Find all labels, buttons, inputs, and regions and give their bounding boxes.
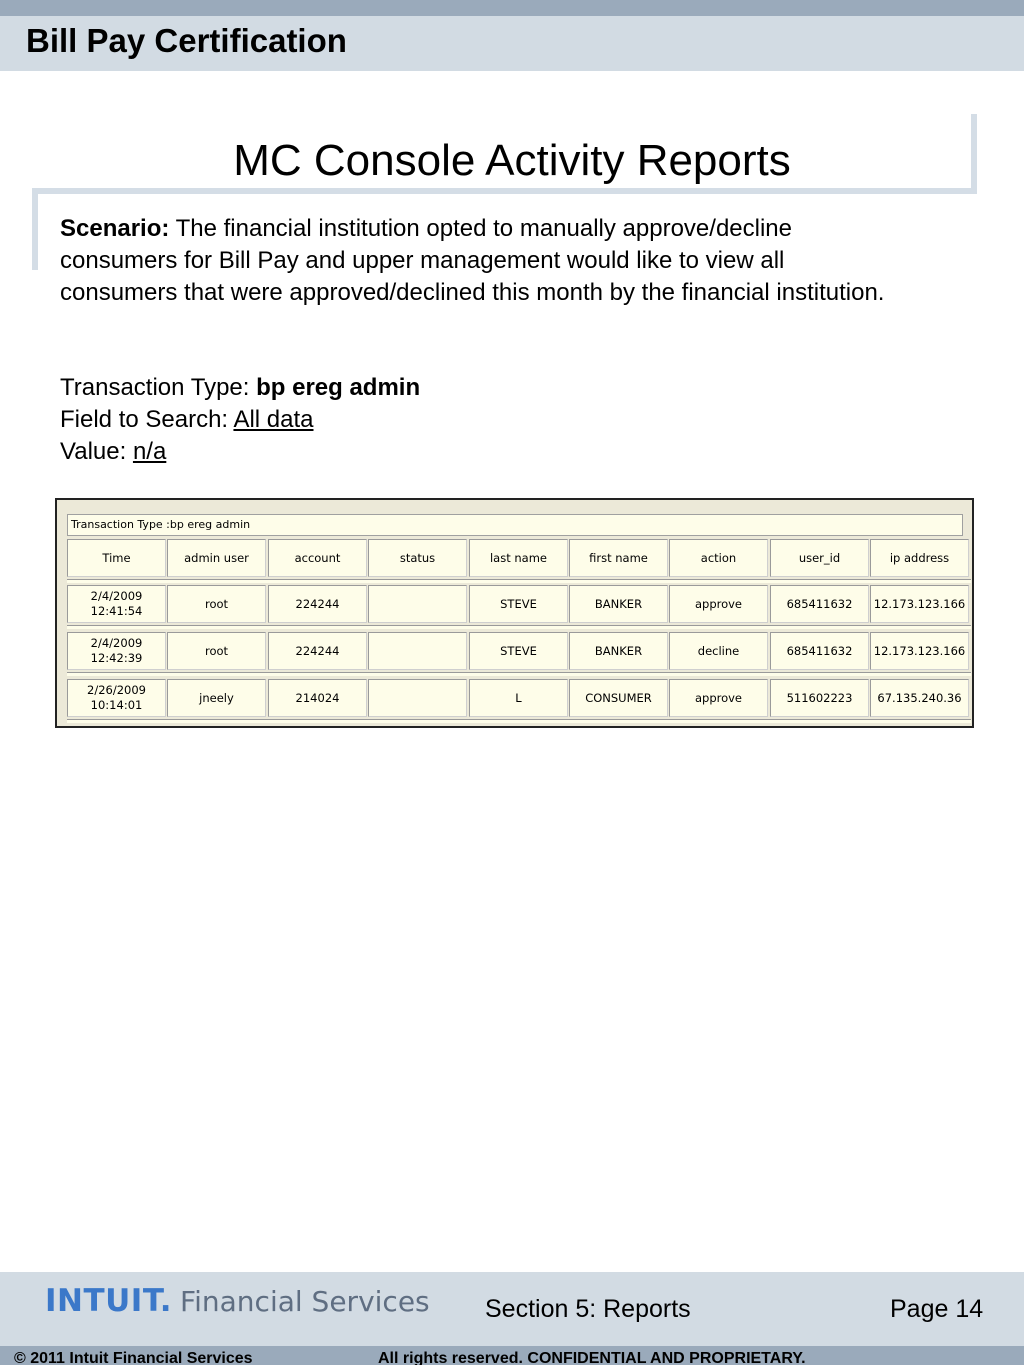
row-separator — [67, 579, 971, 583]
field-to-search-value: All data — [233, 406, 314, 433]
cell-time: 2/4/2009 12:42:39 — [67, 632, 166, 670]
cell-time: 2/26/2009 10:14:01 — [67, 679, 166, 717]
cell-ip-address: 12.173.123.166 — [870, 585, 969, 623]
table-row — [67, 585, 971, 629]
cell-status — [368, 632, 467, 670]
report-caption: Transaction Type :bp ereg admin — [67, 514, 963, 536]
cell-admin-user: jneely — [167, 679, 266, 717]
cell-user-id: 685411632 — [770, 585, 869, 623]
cell-action: approve — [669, 585, 768, 623]
cell-last-name: STEVE — [469, 632, 568, 670]
cell-action: decline — [669, 632, 768, 670]
column-header-admin-user: admin user — [167, 539, 266, 577]
logo-wordmark: INTUIT. — [45, 1283, 173, 1319]
copyright-notice: © 2011 Intuit Financial Services — [14, 1350, 253, 1365]
column-header-time: Time — [67, 539, 166, 577]
column-header-ip-address: ip address — [870, 539, 969, 577]
page-number: Page 14 — [890, 1295, 984, 1323]
cell-action: approve — [669, 679, 768, 717]
cell-admin-user: root — [167, 632, 266, 670]
field-to-search-line — [60, 404, 420, 436]
header-top-strip — [0, 0, 1024, 16]
transaction-type-value: bp ereg admin — [256, 374, 421, 401]
column-header-first-name: first name — [569, 539, 668, 577]
column-header-account: account — [268, 539, 367, 577]
cell-admin-user: root — [167, 585, 266, 623]
transaction-type-label: Transaction Type: — [60, 374, 257, 401]
row-separator — [67, 672, 971, 676]
cell-last-name: STEVE — [469, 585, 568, 623]
row-separator — [67, 625, 971, 629]
transaction-type-line — [60, 372, 420, 404]
section-label: Section 5: Reports — [485, 1295, 691, 1323]
scenario-paragraph — [60, 213, 900, 309]
scenario-text: The financial institution opted to manually approve/decline consumers for Bill Pay and upper management would like to view all consumers that were approved/declined this month by the financial institution. — [60, 215, 885, 306]
logo-subtitle: Financial Services — [180, 1285, 430, 1318]
cell-status — [368, 585, 467, 623]
cell-account: 224244 — [268, 632, 367, 670]
cell-time: 2/4/2009 12:41:54 — [67, 585, 166, 623]
rights-notice: All rights reserved. CONFIDENTIAL AND PROPRIETARY. — [378, 1350, 806, 1365]
cell-account: 224244 — [268, 585, 367, 623]
cell-first-name: BANKER — [569, 585, 668, 623]
field-to-search-label: Field to Search: — [60, 406, 234, 433]
slide-title: MC Console Activity Reports — [233, 136, 791, 185]
title-frame-bottom — [32, 188, 977, 194]
cell-account: 214024 — [268, 679, 367, 717]
cell-ip-address: 67.135.240.36 — [870, 679, 969, 717]
row-separator — [67, 719, 971, 723]
value-value: n/a — [132, 438, 167, 465]
header-title: Bill Pay Certification — [26, 22, 347, 59]
value-line — [60, 436, 420, 468]
column-header-user-id: user_id — [770, 539, 869, 577]
column-header-action: action — [669, 539, 768, 577]
table-header-row — [67, 539, 971, 583]
cell-status — [368, 679, 467, 717]
cell-user-id: 685411632 — [770, 632, 869, 670]
search-parameters — [60, 372, 420, 468]
column-header-status: status — [368, 539, 467, 577]
table-row — [67, 679, 971, 723]
cell-last-name: L — [469, 679, 568, 717]
title-frame-left — [32, 188, 38, 270]
table-row — [67, 632, 971, 676]
intuit-logo — [45, 1283, 430, 1323]
report-screenshot — [55, 498, 974, 728]
cell-first-name: BANKER — [569, 632, 668, 670]
cell-ip-address: 12.173.123.166 — [870, 632, 969, 670]
column-header-last-name: last name — [469, 539, 568, 577]
value-label: Value: — [60, 438, 133, 465]
scenario-label: Scenario: — [60, 215, 170, 242]
cell-first-name: CONSUMER — [569, 679, 668, 717]
cell-user-id: 511602223 — [770, 679, 869, 717]
